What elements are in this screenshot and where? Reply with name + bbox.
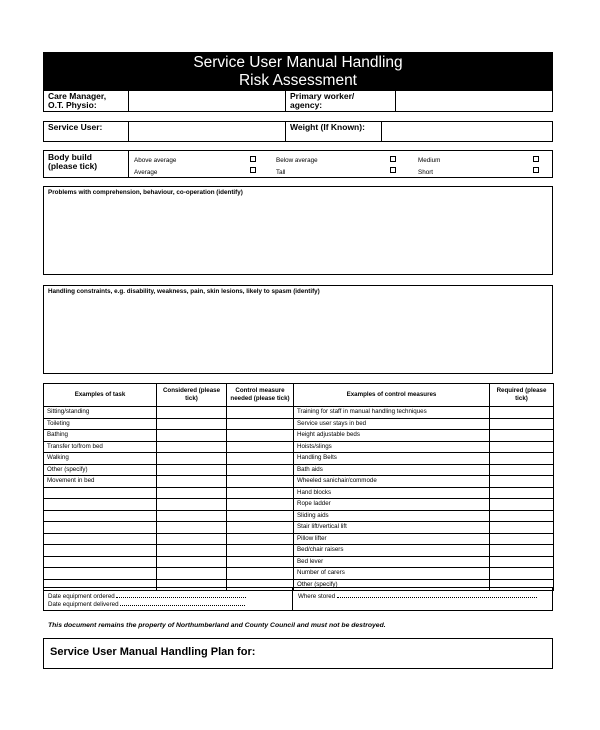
- required-cell[interactable]: [490, 430, 554, 442]
- weight-field[interactable]: [382, 122, 552, 141]
- table-row: [44, 407, 554, 419]
- table-row: [44, 418, 554, 430]
- control-needed-cell[interactable]: [227, 568, 294, 580]
- required-cell[interactable]: [490, 487, 554, 499]
- control-needed-cell[interactable]: [227, 522, 294, 534]
- considered-cell[interactable]: [157, 464, 227, 476]
- constraints-box[interactable]: [43, 285, 553, 374]
- task-cell: [44, 568, 157, 580]
- control-measure-cell: Training for staff in manual handling techniques: [294, 407, 490, 419]
- table-row: [44, 568, 554, 580]
- task-cell: [44, 533, 157, 545]
- table-row: [44, 430, 554, 442]
- header-examples-of-control-measures: Examples of control measures: [294, 384, 490, 407]
- task-cell: Walking: [44, 453, 157, 465]
- control-needed-cell[interactable]: [227, 545, 294, 557]
- body-build-row: [43, 150, 553, 178]
- body-build-label: Body build (please tick): [48, 152, 98, 171]
- table-row: [44, 556, 554, 568]
- table-row: [44, 533, 554, 545]
- option-average: Average: [134, 169, 158, 176]
- table-row: [44, 522, 554, 534]
- control-measure-cell: Hoists/slings: [294, 441, 490, 453]
- required-cell[interactable]: [490, 476, 554, 488]
- tall-checkbox[interactable]: [390, 167, 396, 173]
- date-ordered-label: Date equipment ordered: [48, 593, 115, 600]
- task-cell: [44, 545, 157, 557]
- task-cell: Toileting: [44, 418, 157, 430]
- table-row: [44, 453, 554, 465]
- option-above-average: Above average: [134, 157, 177, 164]
- considered-cell[interactable]: [157, 487, 227, 499]
- where-stored-label: Where stored: [298, 593, 336, 600]
- constraints-label: Handling constraints, e.g. disability, weakness, pain, skin lesions, likely to spasm (identify): [48, 288, 320, 295]
- considered-cell[interactable]: [157, 510, 227, 522]
- task-cell: Transfer to/from bed: [44, 441, 157, 453]
- control-measure-cell: Number of carers: [294, 568, 490, 580]
- required-cell[interactable]: [490, 441, 554, 453]
- control-measure-cell: Bed lever: [294, 556, 490, 568]
- task-cell: Bathing: [44, 430, 157, 442]
- care-manager-label: Care Manager, O.T. Physio:: [48, 91, 107, 110]
- considered-cell[interactable]: [157, 545, 227, 557]
- control-needed-cell[interactable]: [227, 430, 294, 442]
- table-row: [44, 441, 554, 453]
- required-cell[interactable]: [490, 418, 554, 430]
- medium-checkbox[interactable]: [533, 156, 539, 162]
- primary-worker-field[interactable]: [396, 91, 552, 111]
- care-manager-field[interactable]: [129, 91, 284, 111]
- control-needed-cell[interactable]: [227, 407, 294, 419]
- header-control-measure-needed: Control measure needed (please tick): [227, 384, 294, 407]
- control-measure-cell: Bed/chair raisers: [294, 545, 490, 557]
- control-needed-cell[interactable]: [227, 487, 294, 499]
- required-cell[interactable]: [490, 407, 554, 419]
- option-tall: Tall: [276, 169, 286, 176]
- considered-cell[interactable]: [157, 522, 227, 534]
- table-row: [44, 464, 554, 476]
- control-measure-cell: Other (specify): [294, 579, 490, 591]
- control-measure-cell: Handling Belts: [294, 453, 490, 465]
- control-needed-cell[interactable]: [227, 533, 294, 545]
- considered-cell[interactable]: [157, 568, 227, 580]
- plan-title-box[interactable]: [43, 638, 553, 669]
- weight-label: Weight (If Known):: [290, 122, 365, 132]
- service-user-field[interactable]: [129, 122, 284, 141]
- required-cell[interactable]: [490, 464, 554, 476]
- considered-cell[interactable]: [157, 453, 227, 465]
- date-delivered-row[interactable]: [48, 600, 245, 609]
- option-below-average: Below average: [276, 157, 318, 164]
- control-needed-cell[interactable]: [227, 464, 294, 476]
- control-measure-cell: Stair lift/vertical lift: [294, 522, 490, 534]
- control-needed-cell[interactable]: [227, 476, 294, 488]
- task-cell: [44, 522, 157, 534]
- required-cell[interactable]: [490, 556, 554, 568]
- table-row: [44, 510, 554, 522]
- title-line-1: Service User Manual Handling: [193, 54, 403, 71]
- task-cell: Sitting/standing: [44, 407, 157, 419]
- considered-cell[interactable]: [157, 441, 227, 453]
- control-needed-cell[interactable]: [227, 441, 294, 453]
- table-row: [44, 487, 554, 499]
- control-measure-cell: Pillow lifter: [294, 533, 490, 545]
- short-checkbox[interactable]: [533, 167, 539, 173]
- average-checkbox[interactable]: [250, 167, 256, 173]
- option-medium: Medium: [418, 157, 441, 164]
- problems-box[interactable]: [43, 186, 553, 275]
- task-cell: [44, 499, 157, 511]
- required-cell[interactable]: [490, 453, 554, 465]
- table-row: [44, 476, 554, 488]
- control-measure-cell: Service user stays in bed: [294, 418, 490, 430]
- control-measure-cell: Height adjustable beds: [294, 430, 490, 442]
- below-average-checkbox[interactable]: [390, 156, 396, 162]
- service-user-label: Service User:: [48, 122, 103, 132]
- required-cell[interactable]: [490, 499, 554, 511]
- required-cell[interactable]: [490, 522, 554, 534]
- control-measures-table: [43, 383, 554, 591]
- task-cell: [44, 487, 157, 499]
- document-title: [43, 52, 553, 90]
- header-considered: Considered (please tick): [157, 384, 227, 407]
- considered-cell[interactable]: [157, 407, 227, 419]
- required-cell[interactable]: [490, 568, 554, 580]
- where-stored-row[interactable]: [298, 592, 537, 601]
- considered-cell[interactable]: [157, 533, 227, 545]
- considered-cell[interactable]: [157, 418, 227, 430]
- task-cell: Movement in bed: [44, 476, 157, 488]
- table-row: [44, 545, 554, 557]
- task-cell: Other (specify): [44, 464, 157, 476]
- table-header-row: [44, 384, 554, 407]
- primary-worker-label: Primary worker/ agency:: [290, 91, 355, 110]
- required-cell[interactable]: [490, 510, 554, 522]
- date-delivered-label: Date equipment delivered: [48, 601, 119, 608]
- problems-label: Problems with comprehension, behaviour, co-operation (identify): [48, 189, 243, 196]
- control-measure-cell: Wheeled sanichair/commode: [294, 476, 490, 488]
- required-cell[interactable]: [490, 533, 554, 545]
- task-cell: [44, 556, 157, 568]
- control-measure-cell: Rope ladder: [294, 499, 490, 511]
- table-row: [44, 499, 554, 511]
- control-needed-cell[interactable]: [227, 556, 294, 568]
- task-cell: [44, 510, 157, 522]
- required-cell[interactable]: [490, 545, 554, 557]
- control-needed-cell[interactable]: [227, 510, 294, 522]
- considered-cell[interactable]: [157, 556, 227, 568]
- ownership-note: This document remains the property of Northumberland and County Council and must not be destroyed.: [48, 622, 386, 629]
- option-short: Short: [418, 169, 434, 176]
- plan-title: Service User Manual Handling Plan for:: [50, 646, 256, 658]
- above-average-checkbox[interactable]: [250, 156, 256, 162]
- considered-cell[interactable]: [157, 430, 227, 442]
- considered-cell[interactable]: [157, 499, 227, 511]
- header-examples-of-task: Examples of task: [44, 384, 157, 407]
- considered-cell[interactable]: [157, 476, 227, 488]
- control-measure-cell: Hand blocks: [294, 487, 490, 499]
- control-needed-cell[interactable]: [227, 453, 294, 465]
- control-needed-cell[interactable]: [227, 499, 294, 511]
- control-measure-cell: Sliding aids: [294, 510, 490, 522]
- control-measure-cell: Bath aids: [294, 464, 490, 476]
- title-line-2: Risk Assessment: [238, 72, 357, 89]
- header-required: Required (please tick): [490, 384, 554, 407]
- control-needed-cell[interactable]: [227, 418, 294, 430]
